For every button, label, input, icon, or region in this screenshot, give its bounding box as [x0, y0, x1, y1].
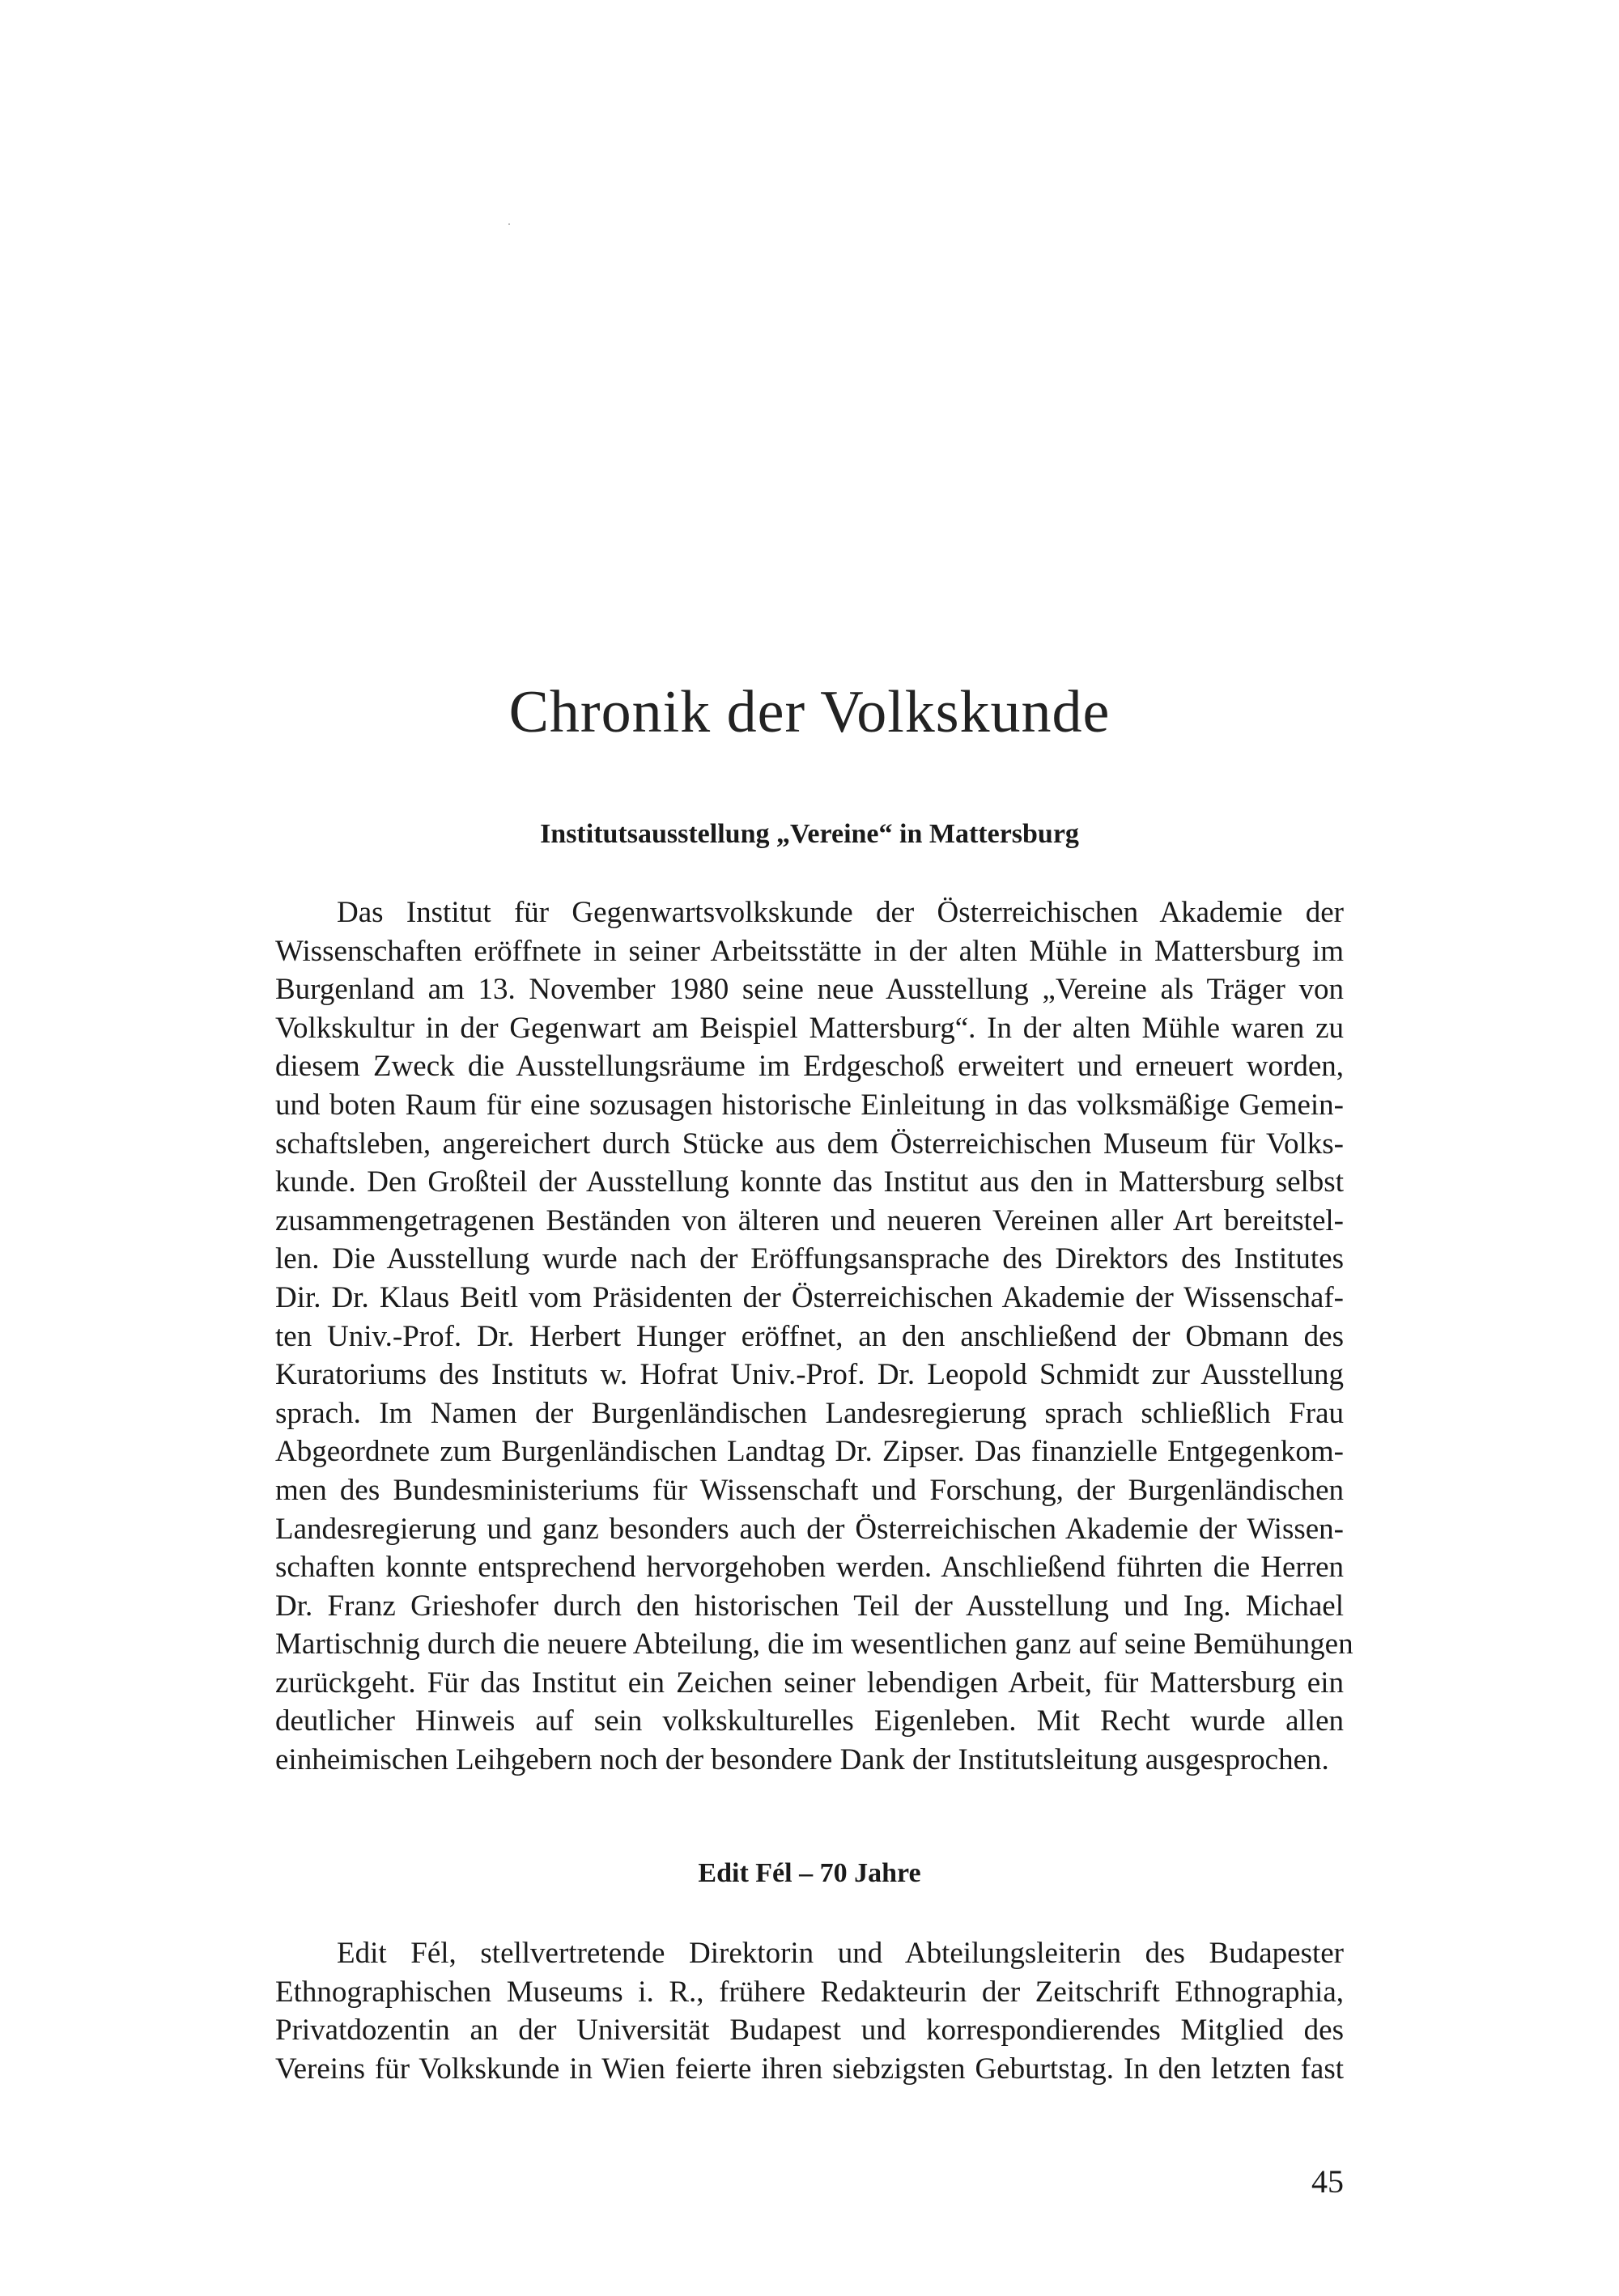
- text-line: len. Die Ausstellung wurde nach der Eröffungsansprache des Direktors des Institutes: [275, 1242, 1344, 1276]
- page-number: 45: [1311, 2163, 1344, 2200]
- text-line: ten Univ.-Prof. Dr. Herbert Hunger eröffnet, an den anschließend der Obmann des: [275, 1319, 1344, 1353]
- text-line: Landesregierung und ganz besonders auch der Österreichischen Akademie der Wissen-: [275, 1512, 1344, 1546]
- text-line: men des Bundesministeriums für Wissenschaft und Forschung, der Burgenländischen: [275, 1473, 1344, 1507]
- text-line: und boten Raum für eine sozusagen historische Einleitung in das volksmäßige Gemein-: [275, 1088, 1344, 1122]
- text-line: schaftsleben, angereichert durch Stücke aus dem Österreichischen Museum für Volks-: [275, 1127, 1344, 1161]
- text-line: Dr. Franz Grieshofer durch den historischen Teil der Ausstellung und Ing. Michael: [275, 1589, 1344, 1623]
- text-line: diesem Zweck die Ausstellungsräume im Erdgeschoß erweitert und erneuert worden,: [275, 1050, 1344, 1084]
- text-line: Edit Fél, stellvertretende Direktorin und Abteilungsleiterin des Budapester: [337, 1937, 1344, 1970]
- text-line: deutlicher Hinweis auf sein volkskulturelles Eigenleben. Mit Recht wurde allen: [275, 1704, 1344, 1738]
- text-line: Abgeordnete zum Burgenländischen Landtag Dr. Zipser. Das finanzielle Entgegenkom-: [275, 1435, 1344, 1469]
- text-line: Wissenschaften eröffnete in seiner Arbeitsstätte in der alten Mühle in Mattersburg im: [275, 934, 1344, 968]
- text-line: kunde. Den Großteil der Ausstellung konnte das Institut aus den in Mattersburg selbst: [275, 1165, 1344, 1199]
- text-line: zusammengetragenen Beständen von älteren und neueren Vereinen aller Art bereitstel-: [275, 1203, 1344, 1237]
- text-line: schaften konnte entsprechend hervorgehoben werden. Anschließend führten die Herren: [275, 1551, 1344, 1585]
- text-line: Martischnig durch die neuere Abteilung, die im wesentlichen ganz auf seine Bemühungen: [275, 1628, 1353, 1662]
- section-body-institutsausstellung: [275, 893, 1353, 1780]
- section-heading-institutsausstellung: Institutsausstellung „Vereine“ in Mattersburg: [540, 819, 1079, 849]
- text-line: einheimischen Leihgebern noch der besondere Dank der Institutsleitung ausgesprochen.: [275, 1743, 1329, 1777]
- text-line: Vereins für Volkskunde in Wien feierte ihren siebzigsten Geburtstag. In den letzten fast: [275, 2052, 1344, 2086]
- section-body-edit-fel: [275, 1934, 1344, 2088]
- page-title: Chronik der Volkskunde: [508, 679, 1111, 745]
- text-line: sprach. Im Namen der Burgenländischen Landesregierung sprach schließlich Frau: [275, 1396, 1344, 1430]
- text-line: zurückgeht. Für das Institut ein Zeichen seiner lebendigen Arbeit, für Mattersburg ein: [275, 1666, 1344, 1700]
- text-line: Volkskultur in der Gegenwart am Beispiel Mattersburg“. In der alten Mühle waren zu: [275, 1011, 1344, 1045]
- section-heading-edit-fel: Edit Fél – 70 Jahre: [698, 1858, 921, 1888]
- text-line: Das Institut für Gegenwartsvolkskunde der Österreichischen Akademie der: [337, 896, 1344, 929]
- text-line: Burgenland am 13. November 1980 seine neue Ausstellung „Vereine als Träger von: [275, 973, 1344, 1007]
- text-line: Privatdozentin an der Universität Budapest und korrespondierendes Mitglied des: [275, 2014, 1344, 2048]
- text-line: Ethnographischen Museums i. R., frühere Redakteurin der Zeitschrift Ethnographia,: [275, 1975, 1344, 2009]
- scan-speck: [508, 223, 510, 225]
- text-line: Dir. Dr. Klaus Beitl vom Präsidenten der Österreichischen Akademie der Wissenschaf-: [275, 1280, 1344, 1314]
- text-line: Kuratoriums des Instituts w. Hofrat Univ.-Prof. Dr. Leopold Schmidt zur Ausstellung: [275, 1358, 1344, 1392]
